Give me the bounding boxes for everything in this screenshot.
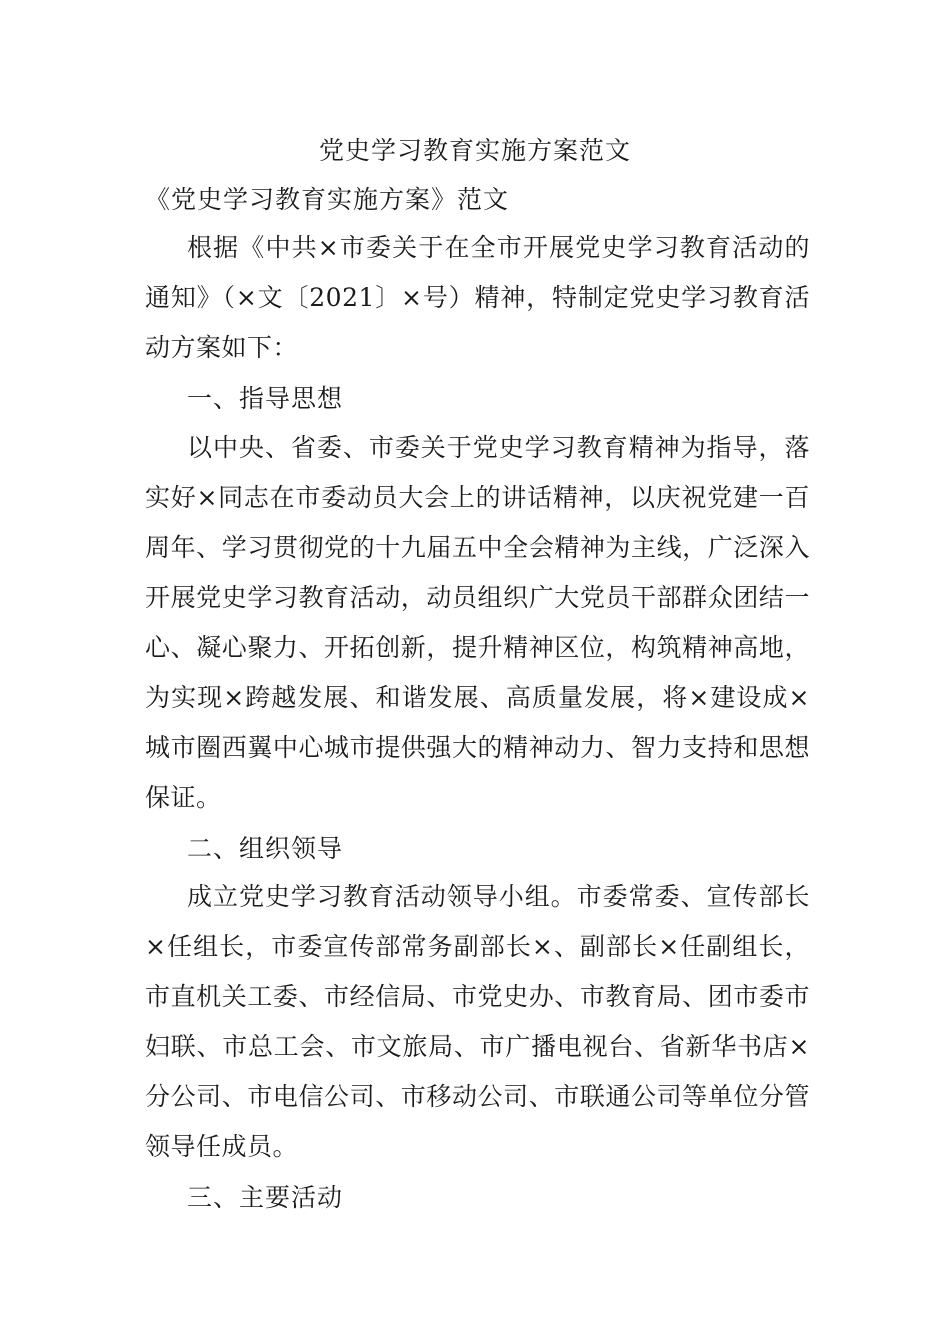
section-heading-guiding-ideology: 一、指导思想 bbox=[187, 384, 344, 413]
intro-paragraph: 根据《中共×市委关于在全市开展党史学习教育活动的通知》（×文〔2021〕×号）精神，特制定党史学习教育活动方案如下： bbox=[145, 233, 810, 362]
document-title: 党史学习教育实施方案范文 bbox=[318, 136, 631, 165]
section-body-organization-leadership: 成立党史学习教育活动领导小组。市委常委、宣传部长×任组长，市委宣传部常务副部长×、副部长×任副组长，市直机关工委、市经信局、市党史办、市教育局、团市委市妇联、市总工会、市文旅局、市广播电视台、省新华书店×分公司、市电信公司、市移动公司、市联通公司等单位分管领导任成员。 bbox=[145, 882, 810, 1161]
section-body-guiding-ideology: 以中央、省委、市委关于党史学习教育精神为指导，落实好×同志在市委动员大会上的讲话精神，以庆祝党建一百周年、学习贯彻党的十九届五中全会精神为主线，广泛深入开展党史学习教育活动，动员组织广大党员干部群众团结一心、凝心聚力、开拓创新，提升精神区位，构筑精神高地，为实现×跨越发展、和谐发展、高质量发展，将×建设成×城市圈西翼中心城市提供强大的精神动力、智力支持和思想保证。 bbox=[145, 433, 810, 812]
section-heading-organization-leadership: 二、组织领导 bbox=[187, 834, 344, 863]
section-heading-main-activities: 三、主要活动 bbox=[187, 1183, 344, 1212]
document-subtitle: 《党史学习教育实施方案》范文 bbox=[145, 185, 510, 214]
